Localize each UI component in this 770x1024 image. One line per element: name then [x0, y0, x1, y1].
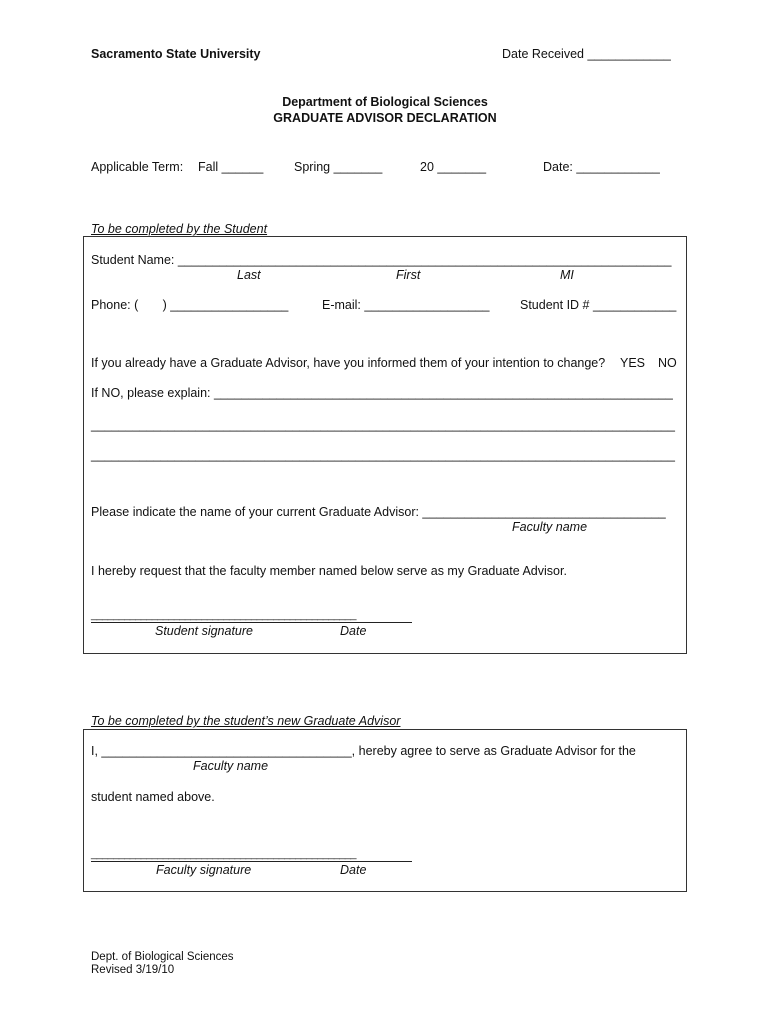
advisor-agree-field[interactable]: I, ____________________________________, hereby agree to serve as Graduate Advisor for the: [91, 744, 636, 758]
faculty-date-label: Date: [340, 863, 367, 877]
student-id-field[interactable]: Student ID # ____________: [520, 298, 677, 312]
department-title: Department of Biological Sciences: [282, 95, 488, 109]
student-name-field[interactable]: Student Name: _______________________________________________________________________: [91, 253, 672, 267]
phone-field[interactable]: Phone: ( ) _________________: [91, 298, 289, 312]
explain-field[interactable]: If NO, please explain: __________________________________________________________________: [91, 386, 673, 400]
footer-department: Dept. of Biological Sciences: [91, 951, 234, 963]
student-signature-line[interactable]: [91, 622, 412, 623]
current-advisor-field[interactable]: Please indicate the name of your current Graduate Advisor: ___________________________________: [91, 505, 666, 519]
university-name: Sacramento State University: [91, 47, 261, 61]
term-date-field[interactable]: Date: ____________: [543, 160, 660, 174]
no-option[interactable]: NO: [658, 356, 677, 370]
year-field[interactable]: 20 _______: [420, 160, 487, 174]
footer-revised: Revised 3/19/10: [91, 964, 175, 976]
faculty-signature-line[interactable]: [91, 861, 412, 862]
first-name-label: First: [396, 268, 421, 282]
request-statement: I hereby request that the faculty member named below serve as my Graduate Advisor.: [91, 564, 567, 578]
email-field[interactable]: E-mail: __________________: [322, 298, 490, 312]
form-title: GRADUATE ADVISOR DECLARATION: [273, 111, 497, 125]
faculty-signature-label: Faculty signature: [156, 863, 252, 877]
student-date-label: Date: [340, 624, 367, 638]
advisor-section-caption: To be completed by the student’s new Graduate Advisor: [91, 714, 401, 728]
explain-line-2[interactable]: ____________________________________________________________________________________: [91, 448, 675, 462]
faculty-signature-underscore: ________________________________________________: [91, 848, 356, 860]
advisor-faculty-name-label: Faculty name: [193, 759, 269, 773]
student-section-caption: To be completed by the Student: [91, 222, 268, 236]
yes-option[interactable]: YES: [620, 356, 646, 370]
applicable-term-label: Applicable Term:: [91, 160, 184, 174]
informed-question: If you already have a Graduate Advisor, have you informed them of your intention to change?: [91, 356, 606, 370]
fall-term-field[interactable]: Fall ______: [198, 160, 264, 174]
date-received-field[interactable]: Date Received ____________: [502, 47, 671, 61]
current-advisor-faculty-label: Faculty name: [512, 520, 588, 534]
last-name-label: Last: [237, 268, 261, 282]
student-signature-label: Student signature: [155, 624, 253, 638]
explain-line-1[interactable]: ____________________________________________________________________________________: [91, 418, 675, 432]
student-signature-underscore: ________________________________________________: [91, 609, 356, 621]
student-named-above: student named above.: [91, 790, 215, 804]
spring-term-field[interactable]: Spring _______: [294, 160, 383, 174]
middle-initial-label: MI: [560, 268, 574, 282]
